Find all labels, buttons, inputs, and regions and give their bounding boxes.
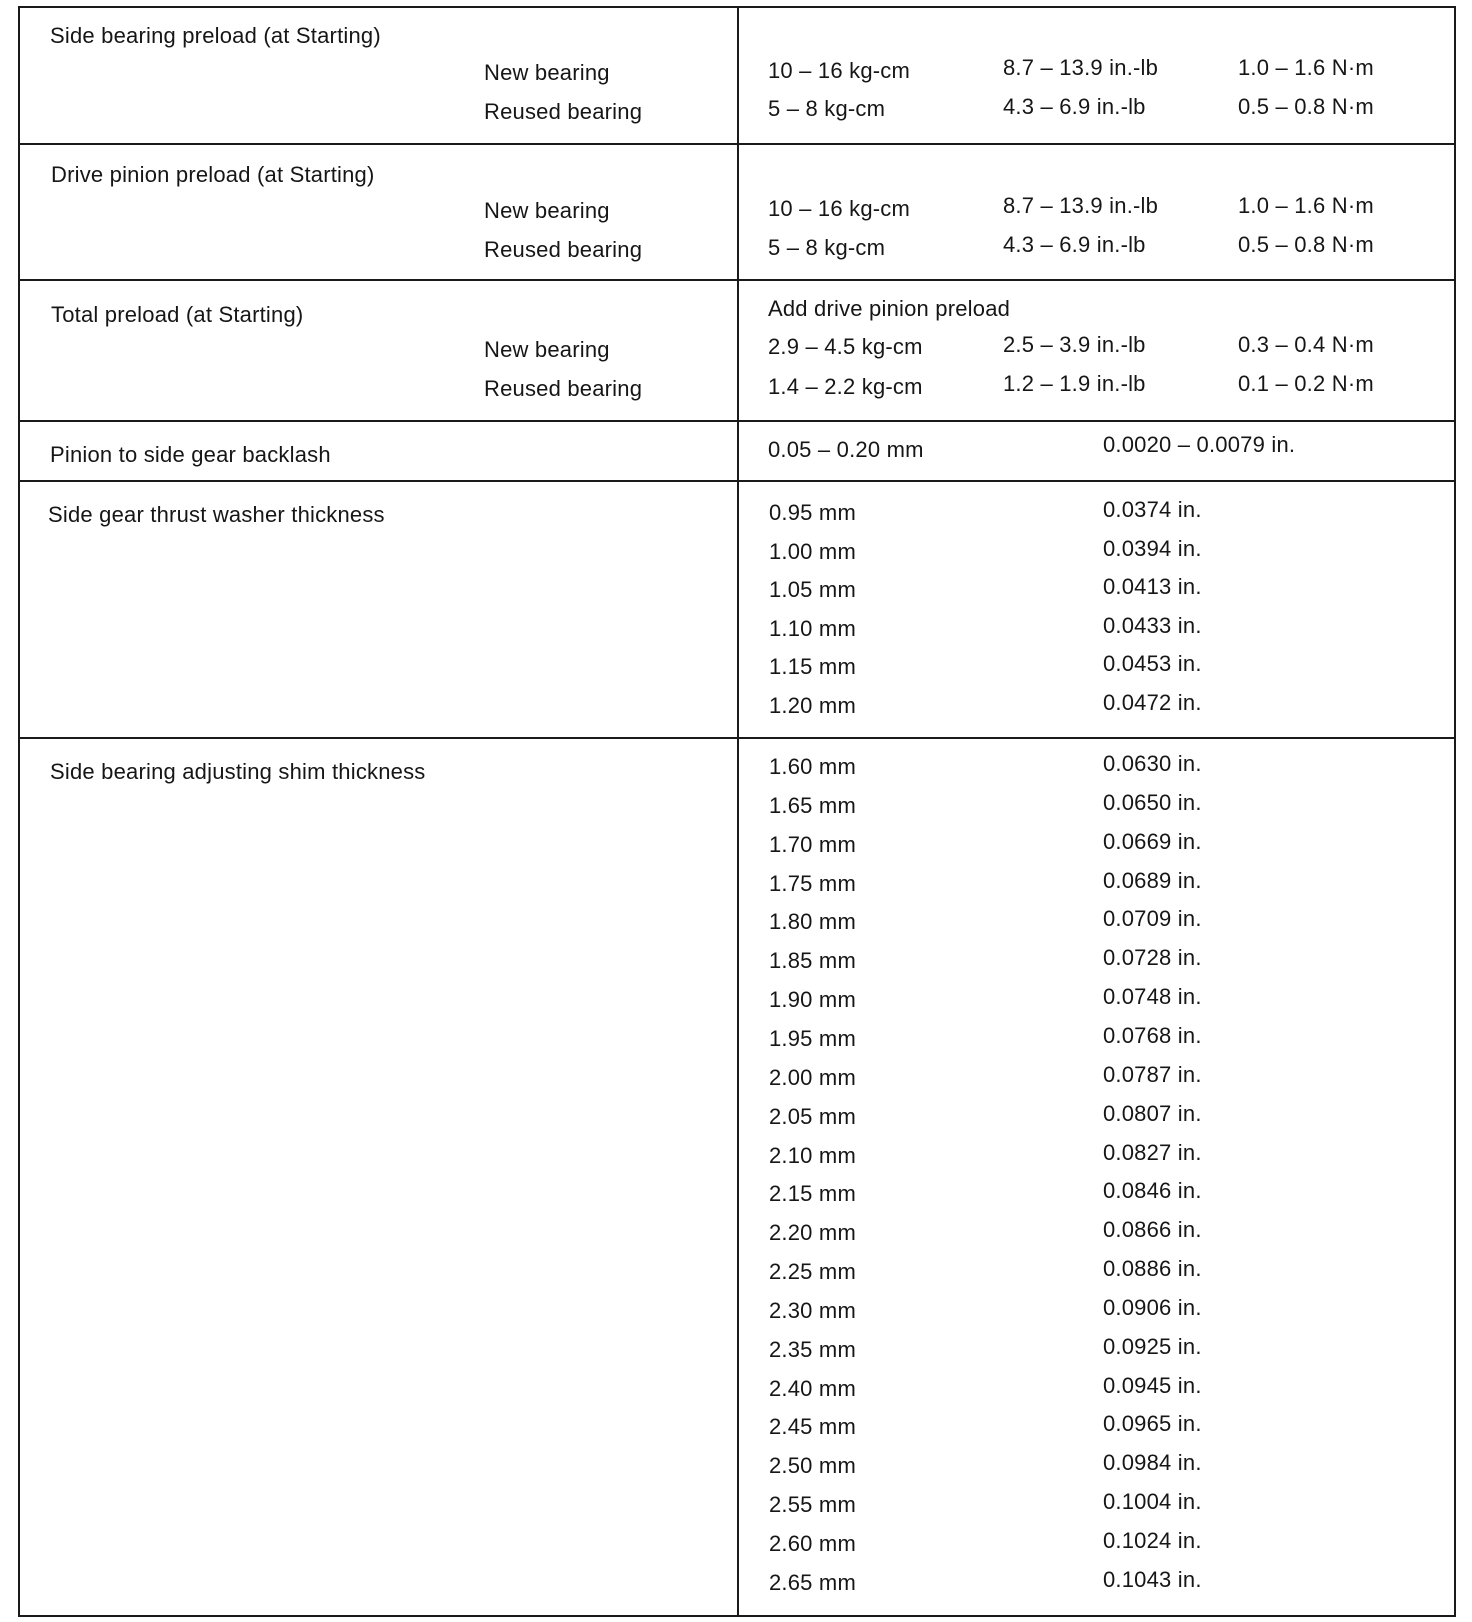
value-kgcm: 1.4 – 2.2 kg-cm (768, 374, 923, 399)
value-in: 0.0630 in. (1103, 751, 1202, 776)
value-in: 0.0709 in. (1103, 906, 1202, 932)
value-inlb: 2.5 – 3.9 in.-lb (1003, 332, 1146, 357)
value-in: 0.0886 in. (1103, 1256, 1202, 1282)
value-in: 0.0413 in. (1103, 574, 1202, 600)
section-label: Side bearing preload (at Starting) (50, 23, 381, 48)
value-mm: 2.55 mm (769, 1492, 856, 1518)
value-mm: 1.65 mm (769, 792, 856, 818)
column-divider (737, 6, 739, 1617)
value-mm: 2.05 mm (769, 1103, 856, 1129)
value-kgcm: 10 – 16 kg-cm (768, 196, 911, 221)
value-inlb: 1.2 – 1.9 in.-lb (1003, 371, 1146, 396)
value-in: 0.0650 in. (1103, 789, 1202, 815)
value-in: 0.0728 in. (1103, 945, 1202, 971)
value-mm: 1.15 mm (769, 654, 856, 680)
condition-label: New bearing (484, 198, 610, 223)
condition-label: New bearing (484, 337, 610, 362)
value-mm: 1.95 mm (769, 1025, 856, 1051)
section-note: Add drive pinion preload (768, 296, 1011, 321)
value-in: 0.0768 in. (1103, 1022, 1202, 1048)
value-mm: 1.75 mm (769, 870, 856, 896)
value-kgcm: 5 – 8 kg-cm (768, 235, 886, 260)
value-mm: 0.95 mm (769, 500, 856, 525)
section-label: Total preload (at Starting) (51, 302, 304, 327)
row-divider (18, 143, 1456, 145)
value-mm: 2.00 mm (769, 1064, 856, 1090)
value-in: 0.0669 in. (1103, 828, 1202, 854)
condition-label: Reused bearing (484, 99, 643, 124)
section-label: Side gear thrust washer thickness (48, 502, 385, 527)
value-kgcm: 5 – 8 kg-cm (768, 96, 886, 121)
row-divider (18, 737, 1456, 739)
value-in: 0.0689 in. (1103, 867, 1202, 893)
value-in: 0.0925 in. (1103, 1333, 1202, 1359)
value-in: 0.1004 in. (1103, 1489, 1202, 1515)
value-nm: 0.5 – 0.8 N·m (1238, 94, 1374, 119)
row-divider (18, 480, 1456, 482)
value-mm: 2.10 mm (769, 1142, 856, 1168)
value-inlb: 8.7 – 13.9 in.-lb (1003, 193, 1159, 218)
condition-label: Reused bearing (484, 237, 643, 262)
value-mm: 1.00 mm (769, 538, 856, 564)
value-mm: 2.40 mm (769, 1375, 856, 1401)
value-mm: 2.50 mm (769, 1453, 856, 1479)
row-divider (18, 279, 1456, 281)
value-inlb: 8.7 – 13.9 in.-lb (1003, 55, 1159, 80)
value-in: 0.1024 in. (1103, 1528, 1202, 1553)
section-label: Drive pinion preload (at Starting) (51, 162, 375, 187)
value-in: 0.0827 in. (1103, 1139, 1202, 1165)
value-in: 0.0906 in. (1103, 1294, 1202, 1320)
row-divider (18, 420, 1456, 422)
value-mm: 1.20 mm (769, 693, 856, 718)
value-in: 0.0374 in. (1103, 497, 1202, 522)
value-mm: 2.45 mm (769, 1414, 856, 1440)
value-mm: 1.60 mm (769, 754, 856, 779)
value-in: 0.0787 in. (1103, 1061, 1202, 1087)
condition-label: New bearing (484, 60, 610, 85)
value-in: 0.0748 in. (1103, 984, 1202, 1010)
condition-label: Reused bearing (484, 376, 643, 401)
value-kgcm: 10 – 16 kg-cm (768, 58, 911, 83)
value-in: 0.0394 in. (1103, 535, 1202, 561)
value-mm: 2.65 mm (769, 1569, 856, 1595)
value-mm: 2.35 mm (769, 1336, 856, 1362)
value-nm: 0.1 – 0.2 N·m (1238, 371, 1374, 396)
value-in: 0.0807 in. (1103, 1100, 1202, 1126)
value-mm: 1.85 mm (769, 948, 856, 974)
value-mm: 1.80 mm (769, 909, 856, 935)
value-in: 0.0453 in. (1103, 651, 1202, 677)
value-mm: 0.05 – 0.20 mm (768, 437, 924, 462)
section-label: Pinion to side gear backlash (50, 442, 331, 467)
value-in: 0.1043 in. (1103, 1566, 1202, 1592)
value-inlb: 4.3 – 6.9 in.-lb (1003, 232, 1146, 257)
value-kgcm: 2.9 – 4.5 kg-cm (768, 334, 923, 359)
value-in: 0.0984 in. (1103, 1450, 1202, 1476)
value-in: 0.0472 in. (1103, 690, 1202, 715)
value-inlb: 4.3 – 6.9 in.-lb (1003, 94, 1146, 119)
value-mm: 2.20 mm (769, 1220, 856, 1246)
value-nm: 1.0 – 1.6 N·m (1238, 193, 1374, 218)
value-mm: 2.25 mm (769, 1259, 856, 1285)
value-in: 0.0965 in. (1103, 1411, 1202, 1437)
value-nm: 0.5 – 0.8 N·m (1238, 232, 1374, 257)
value-mm: 1.70 mm (769, 831, 856, 857)
value-mm: 2.15 mm (769, 1181, 856, 1207)
value-mm: 1.05 mm (769, 577, 856, 603)
value-in: 0.0866 in. (1103, 1217, 1202, 1243)
value-nm: 0.3 – 0.4 N·m (1238, 332, 1374, 357)
value-in: 0.0945 in. (1103, 1372, 1202, 1398)
value-in: 0.0433 in. (1103, 612, 1202, 638)
value-mm: 2.30 mm (769, 1297, 856, 1323)
value-mm: 1.10 mm (769, 615, 856, 641)
section-label: Side bearing adjusting shim thickness (50, 759, 426, 784)
value-in: 0.0846 in. (1103, 1178, 1202, 1204)
value-nm: 1.0 – 1.6 N·m (1238, 55, 1374, 80)
value-in: 0.0020 – 0.0079 in. (1103, 432, 1296, 457)
value-mm: 1.90 mm (769, 987, 856, 1013)
value-mm: 2.60 mm (769, 1531, 856, 1556)
